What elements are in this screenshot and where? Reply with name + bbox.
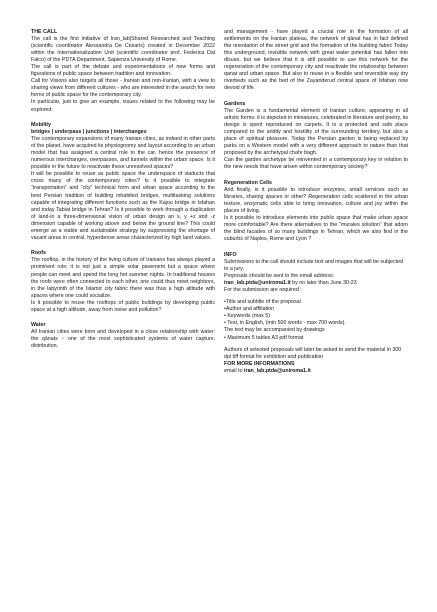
roofs-heading: Roofs xyxy=(31,250,47,257)
call-paragraph-2: The call is part of the debate and experimentations of new forms and figurations of public space between tradition and innovation. xyxy=(31,64,215,78)
water-heading: Water xyxy=(31,322,46,329)
mobility-paragraph-2: It will be possible to reuse as public space the underspace of viaducts that cross many of the contemporary cities? Is it possible to integrate “transportation” and “city” technical form and urban space according to the best Persian tradition of building inhabited bridges, multitasking solutions capable of integrating different functions such as the Kajou bridge in Isfahan and today Tabiat bridge in Tehran? Is it possible to work through a duplication of land-in a three-dimensional vision of urban design an x, y +z and -z dimension capable of working above and below the ground line? This could emerge as a viable and sustainable strategy by suppressing the shortage of vacant areas in central, hyperdense areas characterized by high land values. xyxy=(31,171,215,241)
left-column xyxy=(31,29,215,350)
requirement-text: • Text, in English, (min 500 words - max 700 words). xyxy=(224,320,346,327)
requirement-title: •Title and subtitle of the proposal xyxy=(224,299,301,306)
gardens-heading: Gardens xyxy=(224,100,246,107)
gardens-paragraph-1: The Garden is a fundamental element of Iranian culture, appearing in all artistic forms: it is depicted in miniatures, celebrated in literature and poetry, its design is spent reproduced on carpets. It is a protected and safe place compared to the aridity and hostility of the surrounding territory, but also a place of spiritual pleasure. Today the Persian garden is being replaced by parks on a Western model with a very different approach to nature than that proposed by the archetypal chahr bagh. xyxy=(224,107,408,157)
regeneration-paragraph-1: And finally, is it possible to introduce enzymes, small services such as libraries, sharing spaces or other? Regeneration cells scattered in the urban texture, enzymatic cells able to bring innovation, culture and joy within the places of living. xyxy=(224,186,408,215)
call-paragraph-1: The call is the first initiative of Iran_lab|Shared Researched and Teaching (scientific coordinator Alessandra De Cesaris) created in December 2022 within the Internationalization Unit (scientific coordinator prof. Federica Dal Falco) of the PDTA Department, Sapienza University of Rome. xyxy=(31,36,215,64)
more-info-email-link[interactable]: iran_lab.ptda@uniroma1.it xyxy=(244,367,311,374)
submission-email-link[interactable]: iran_lab.ptda@uniroma1.it xyxy=(224,280,291,286)
requirement-drawings: The text may be accompanied by drawings xyxy=(224,327,325,334)
mobility-heading: Mobility xyxy=(31,122,52,129)
info-paragraph-1: Submissions to the call should include text and images that will be subjected to a jury. xyxy=(224,258,404,272)
requirement-tables: • Maximum 5 tables A3 pdf format xyxy=(224,334,304,341)
mobility-subheading: bridges | underpass | junctions | interchanges xyxy=(31,129,147,136)
call-paragraph-3: Call for Visions also targets all those - Iranian and non-Iranian, with a view to sharing views from different cultures - who are interested in the search for new forms of public space for the contemporary city. xyxy=(31,78,215,99)
regeneration-heading: Regeneration Cells xyxy=(224,179,272,186)
more-info-heading: FOR MORE INFORMATIONS xyxy=(224,360,295,367)
info-paragraph-4: Authors of selected proposals will later be asked to send the material in 300 dpi tiff format for exhibition and publication xyxy=(224,346,402,360)
info-email-line xyxy=(224,280,408,287)
submission-deadline: by no later than June 30-23 xyxy=(290,280,357,286)
requirement-keywords: • Keywords (max 5) xyxy=(224,313,271,320)
right-column xyxy=(224,29,408,375)
roofs-paragraph-1: The rooftop, in the history of the living culture of Iranians has always played a prominent role; it is not just a simple solar pavement but a space where people can meet and spend the long hot summer nights. In traditional houses the roofs were often connected to each other, one could thus meet neighbors, in the labyrinth of the Islamic city fabric there was thus a high altitude with spaces where one could socialize. xyxy=(31,257,215,299)
more-info-email-prefix: email to xyxy=(224,367,245,374)
call-paragraph-4: In particular, just to give an example, issues related to the following may be explored: xyxy=(31,99,215,113)
info-heading: INFO xyxy=(224,251,237,258)
info-paragraph-3: For the submission are required : xyxy=(224,287,302,294)
gardens-paragraph-2: Can the garden archetype be reinvented in a contemporary key in relation to the new needs that have arisen within contemporary society? xyxy=(224,157,408,171)
water-paragraph-1-continued: and management - have played a crucial role in the formation of all settlements on the Iranian plateau, the network of qānat has in fact defined the orientation of the street grid and the formation of the building fabric Today this underground, invisible network with great water potential has fallen into disuse, but we believe that it is still possible to use this network for the regeneration of the contemporary city and reactivate the relationship between qanat and urban space. But also to reuse in a flexible and reversible way dry riverbeds such as the bed of the Zayanderud central space of Isfahan now devoid of life. xyxy=(224,29,408,92)
call-heading: THE CALL xyxy=(31,29,58,35)
regeneration-paragraph-2: Is it possible to introduce elements into public space that make urban space more comfortable? Are there alternatives to the “murales solution” that adorn the blind facades of so many buildings in Tehran, which we also find in the suburbs of Naples, Rome and Lyon ? xyxy=(224,215,408,243)
requirement-author: •Author and affiliation xyxy=(224,306,275,313)
roofs-paragraph-2: Is it possible to reuse the rooftops of public buildings by developing public space at a high altitude, away from noise and pollution? xyxy=(31,299,215,313)
mobility-paragraph-1: The contemporary expansions of many Iranian cities, as indeed in other parts of the planet, have acquired its physiognomy and layout according to an urban model that has assigned a central role to the car, hence the presence of numerous interchanges, overpasses, and tunnels within the urban space. Is it possible in the future to reactivate these unresolved spaces? xyxy=(31,136,215,171)
water-paragraph-1: All Iranian cities were born and developed in a close relationship with water: the qānats ~ one of the most sophisticated systems of water capture, distribution, xyxy=(31,329,215,350)
info-paragraph-2: Proposals should be sent to the email address: xyxy=(224,272,335,279)
more-info-email-line xyxy=(224,368,408,375)
